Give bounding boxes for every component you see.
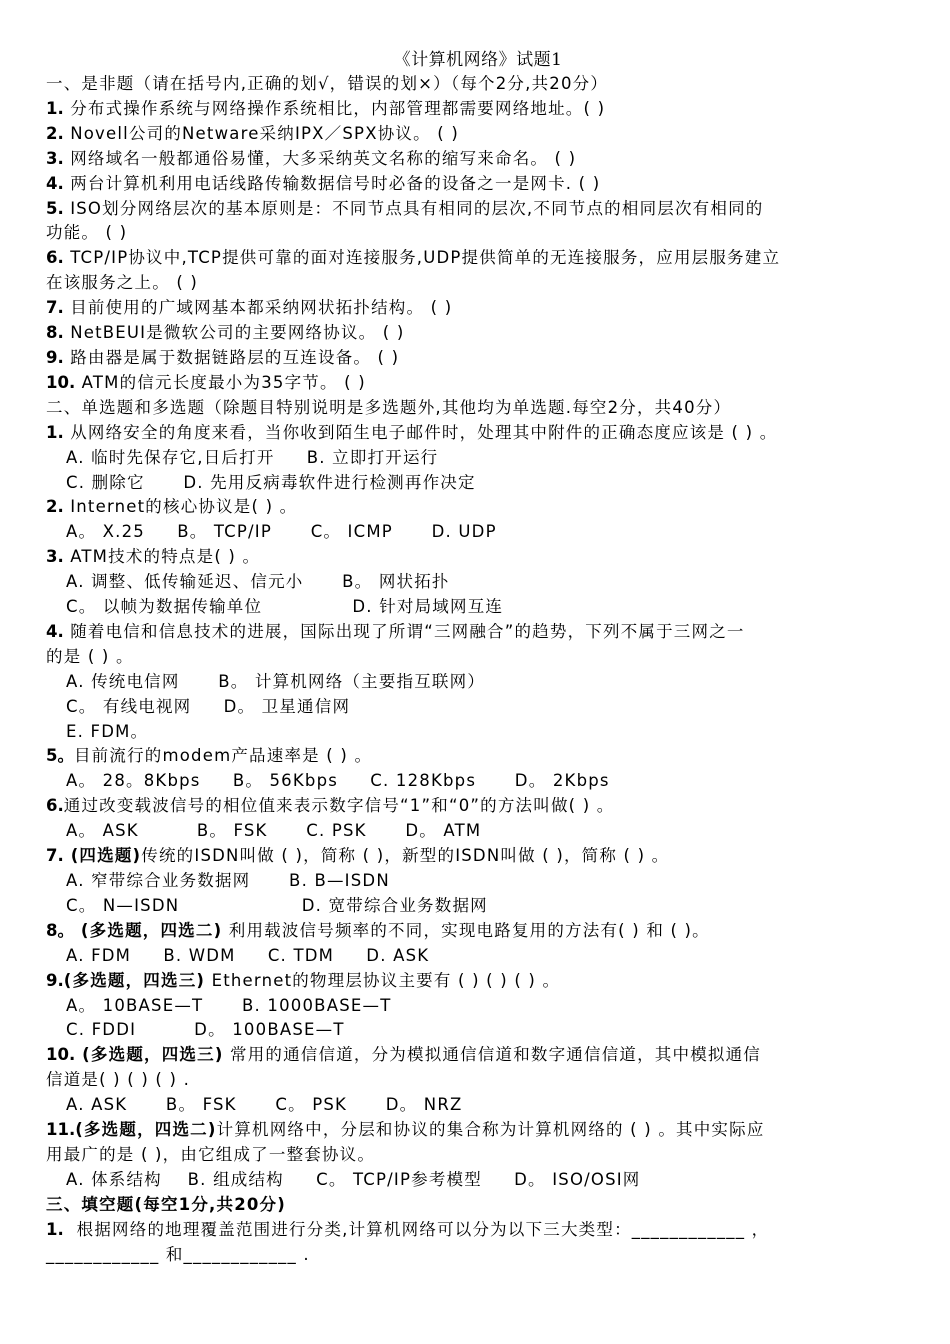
question-text: 随着电信和信息技术的进展，国际出现了所谓“三网融合”的趋势，下列不属于三网之一 bbox=[63, 621, 745, 641]
answer-options bbox=[46, 894, 910, 919]
question-number: 3. bbox=[46, 148, 64, 168]
question-text: 路由器是属于数据链路层的互连设备。 ( ) bbox=[63, 347, 400, 367]
question-number: 2. bbox=[46, 497, 64, 517]
question-type-tag: (四选题) bbox=[63, 846, 142, 866]
question-text: 网络域名一般都通俗易懂，大多采纳英文名称的缩写来命名。 ( ) bbox=[63, 148, 577, 168]
answer-options bbox=[46, 1018, 910, 1043]
continuation-text: 用最广的是 ( )，由它组成了一整套协议。 bbox=[46, 1144, 376, 1164]
question-number: 5. bbox=[46, 198, 64, 218]
question-number: 2. bbox=[46, 123, 64, 143]
answer-options bbox=[46, 994, 910, 1019]
answer-options bbox=[46, 1093, 910, 1118]
question-line bbox=[46, 172, 910, 197]
question-text: 两台计算机利用电话线路传输数据信号时必备的设备之一是网卡. ( ) bbox=[63, 173, 601, 193]
options-text: A. 窄带综合业务数据网 B. B—ISDN bbox=[66, 871, 390, 890]
question-line bbox=[46, 197, 910, 222]
question-number: 1. bbox=[46, 422, 64, 442]
section-heading-text: 一、是非题（请在括号内,正确的划√，错误的划×）（每个2分,共20分） bbox=[46, 74, 609, 93]
question-number: 9. bbox=[46, 970, 64, 990]
options-text: A。 28。8Kbps B。 56Kbps C. 128Kbps D。 2Kbps bbox=[66, 771, 610, 791]
question-text: 目前使用的广域网基本都采纳网状拓扑结构。 ( ) bbox=[63, 298, 453, 318]
question-text: 根据网络的地理覆盖范围进行分类,计算机网络可以分为以下三大类型：____________ ， bbox=[63, 1219, 770, 1239]
question-number: 6. bbox=[46, 796, 64, 816]
question-type-tag: (多选题，四选三) bbox=[63, 970, 206, 990]
question-text: ATM的信元长度最小为35字节。 ( ) bbox=[75, 372, 366, 392]
question-text: 常用的通信信道，分为模拟通信信道和数字通信信道，其中模拟通信 bbox=[223, 1045, 762, 1065]
options-text: A. 传统电信网 B。 计算机网络（主要指互联网） bbox=[66, 671, 486, 691]
question-line bbox=[46, 620, 910, 645]
options-text: C. 删除它 D. 先用反病毒软件进行检测再作决定 bbox=[66, 472, 476, 492]
exam-page bbox=[46, 48, 910, 1268]
answer-options bbox=[46, 446, 910, 471]
continuation-text: 在该服务之上。 ( ) bbox=[46, 273, 199, 293]
question-number: 8. bbox=[46, 323, 64, 343]
answer-options bbox=[46, 595, 910, 620]
answer-options bbox=[46, 720, 910, 745]
question-line bbox=[46, 122, 910, 147]
question-text: ATM技术的特点是( ) 。 bbox=[63, 547, 261, 567]
question-line bbox=[46, 147, 910, 172]
question-number: 1. bbox=[46, 98, 64, 118]
question-type-tag: (多选题，四选二) bbox=[73, 920, 223, 940]
options-text: A。 X.25 B。 TCP/IP C。 ICMP D. UDP bbox=[66, 522, 497, 542]
options-text: A。 ASK B。 FSK C. PSK D。 ATM bbox=[66, 821, 482, 841]
options-text: C。 N—ISDN D. 宽带综合业务数据网 bbox=[66, 895, 488, 915]
question-text: TCP/IP协议中,TCP提供可靠的面对连接服务,UDP提供简单的无连接服务，应用层服务建立 bbox=[63, 248, 781, 268]
question-number: 3. bbox=[46, 547, 64, 567]
question-continuation bbox=[46, 221, 910, 246]
answer-options bbox=[46, 695, 910, 720]
answer-options bbox=[46, 471, 910, 496]
options-text: A. 体系结构 B. 组成结构 C。 TCP/IP参考模型 D。 ISO/OSI网 bbox=[66, 1169, 641, 1189]
question-text: 分布式操作系统与网络操作系统相比，内部管理都需要网络地址。( ) bbox=[63, 98, 606, 118]
question-number: 10. bbox=[46, 1045, 76, 1065]
question-text: ISO划分网络层次的基本原则是：不同节点具有相同的层次,不同节点的相同层次有相同的 bbox=[63, 198, 764, 218]
section-heading bbox=[46, 72, 910, 97]
answer-options bbox=[46, 670, 910, 695]
question-number: 11. bbox=[46, 1120, 76, 1140]
continuation-text: 信道是( ) ( ) ( ) . bbox=[46, 1070, 191, 1090]
section-heading bbox=[46, 1193, 910, 1218]
question-text: Novell公司的Netware采纳IPX／SPX协议。 ( ) bbox=[63, 123, 459, 143]
question-line bbox=[46, 1043, 910, 1068]
question-text: 传统的ISDN叫做 ( )，简称 ( )，新型的ISDN叫做 ( )，简称 ( ) 。 bbox=[141, 846, 670, 866]
question-line bbox=[46, 495, 910, 520]
question-line bbox=[46, 246, 910, 271]
question-line bbox=[46, 1118, 910, 1143]
question-continuation bbox=[46, 1068, 910, 1093]
question-continuation bbox=[46, 1143, 910, 1168]
question-number: 5。 bbox=[46, 746, 74, 766]
question-type-tag: (多选题，四选三) bbox=[75, 1045, 224, 1065]
question-number: 7. bbox=[46, 846, 64, 866]
page-title: 《计算机网络》试题1 bbox=[393, 50, 563, 70]
question-type-tag: (多选题，四选二) bbox=[75, 1120, 217, 1140]
question-line bbox=[46, 794, 910, 819]
question-line bbox=[46, 1218, 910, 1243]
question-line bbox=[46, 545, 910, 570]
question-text: 利用载波信号频率的不同，实现电路复用的方法有( ) 和 ( )。 bbox=[222, 920, 710, 940]
question-number: 8。 bbox=[46, 920, 74, 940]
question-number: 9. bbox=[46, 347, 64, 367]
options-text: A。 10BASE—T B. 1000BASE—T bbox=[66, 995, 392, 1015]
section-heading-text: 三、填空题(每空1分,共20分) bbox=[46, 1194, 286, 1214]
options-text: C。 有线电视网 D。 卫星通信网 bbox=[66, 696, 351, 716]
options-text: A. FDM B. WDM C. TDM D. ASK bbox=[66, 945, 430, 965]
question-text: 目前流行的modem产品速率是 ( ) 。 bbox=[73, 746, 373, 766]
answer-options bbox=[46, 1168, 910, 1193]
question-line bbox=[46, 97, 910, 122]
question-text: Ethernet的物理层协议主要有 ( ) ( ) ( ) 。 bbox=[205, 970, 561, 990]
options-text: A. ASK B。 FSK C。 PSK D。 NRZ bbox=[66, 1095, 463, 1115]
answer-options bbox=[46, 869, 910, 894]
question-text: 通过改变载波信号的相位值来表示数字信号“1”和“0”的方法叫做( ) 。 bbox=[63, 796, 615, 816]
answer-options bbox=[46, 769, 910, 794]
options-text: C. FDDI D。 100BASE—T bbox=[66, 1020, 345, 1040]
question-text: 计算机网络中，分层和协议的集合称为计算机网络的 ( ) 。其中实际应 bbox=[216, 1120, 765, 1140]
continuation-text: 功能。 ( ) bbox=[46, 223, 128, 243]
options-text: A. 临时先保存它,日后打开 B. 立即打开运行 bbox=[66, 447, 439, 467]
question-line bbox=[46, 744, 910, 769]
options-text: A. 调整、低传输延迟、信元小 B。 网状拓扑 bbox=[66, 572, 450, 592]
answer-options bbox=[46, 819, 910, 844]
question-line bbox=[46, 346, 910, 371]
answer-options bbox=[46, 944, 910, 969]
question-continuation bbox=[46, 645, 910, 670]
question-number: 1. bbox=[46, 1219, 64, 1239]
exam-content bbox=[46, 72, 910, 1268]
question-number: 7. bbox=[46, 298, 64, 318]
question-line bbox=[46, 371, 910, 396]
question-line bbox=[46, 844, 910, 869]
question-number: 6. bbox=[46, 248, 64, 268]
question-line bbox=[46, 421, 910, 446]
answer-options bbox=[46, 520, 910, 545]
section-heading-text: 二、单选题和多选题（除题目特别说明是多选题外,其他均为单选题.每空2分，共40分） bbox=[46, 397, 732, 417]
question-line bbox=[46, 296, 910, 321]
question-line bbox=[46, 321, 910, 346]
continuation-text: 的是 ( ) 。 bbox=[46, 646, 134, 666]
options-text: C。 以帧为数据传输单位 D. 针对局域网互连 bbox=[66, 597, 504, 617]
question-text: Internet的核心协议是( ) 。 bbox=[63, 497, 298, 517]
question-continuation bbox=[46, 1243, 910, 1268]
question-continuation bbox=[46, 271, 910, 296]
continuation-text: ____________ 和____________ . bbox=[46, 1244, 310, 1264]
question-number: 4. bbox=[46, 621, 64, 641]
answer-options bbox=[46, 570, 910, 595]
question-number: 10. bbox=[46, 372, 76, 392]
question-line bbox=[46, 919, 910, 944]
question-line bbox=[46, 969, 910, 994]
section-heading bbox=[46, 396, 910, 421]
options-text: E. FDM。 bbox=[66, 721, 149, 741]
question-text: NetBEUI是微软公司的主要网络协议。 ( ) bbox=[63, 323, 405, 343]
question-text: 从网络安全的角度来看，当你收到陌生电子邮件时，处理其中附件的正确态度应该是 ( ) 。 bbox=[63, 422, 778, 442]
question-number: 4. bbox=[46, 173, 64, 193]
